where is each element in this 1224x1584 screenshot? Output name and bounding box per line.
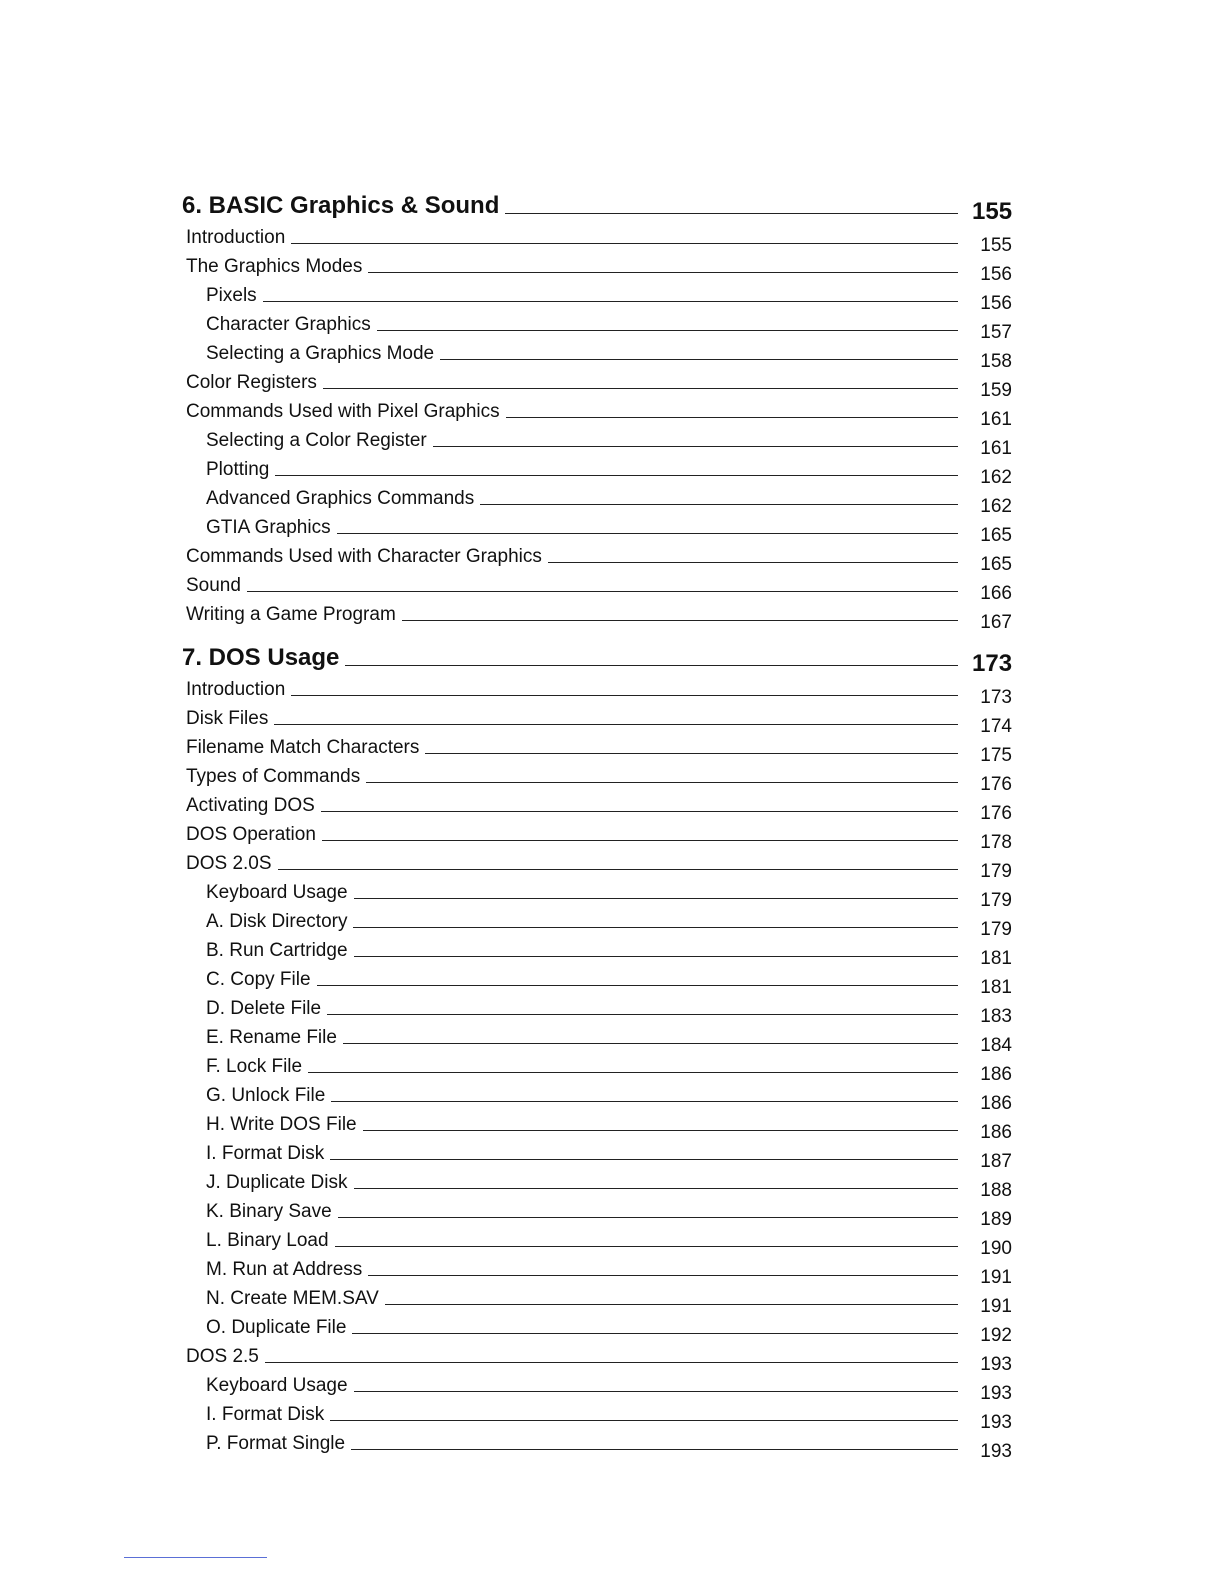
toc-entry-title: Character Graphics (206, 314, 371, 335)
toc-leader-line (291, 243, 958, 244)
toc-page-number: 179 (980, 890, 1012, 911)
toc-page-number: 179 (980, 861, 1012, 882)
toc-entry (182, 1020, 1012, 1056)
toc-entry (182, 672, 1012, 708)
toc-page-number: 165 (980, 525, 1012, 546)
toc-page-number: 191 (980, 1267, 1012, 1288)
toc-page-number: 174 (980, 716, 1012, 737)
toc-entry (182, 1136, 1012, 1172)
toc-page-number: 193 (980, 1441, 1012, 1462)
toc-leader-line (353, 927, 958, 928)
toc-leader-line (321, 811, 958, 812)
toc-entry (182, 991, 1012, 1027)
toc-page-number: 176 (980, 803, 1012, 824)
toc-entry (182, 307, 1012, 343)
toc-page-number: 188 (980, 1180, 1012, 1201)
toc-entry (182, 394, 1012, 430)
toc-entry-title: Selecting a Graphics Mode (206, 343, 435, 364)
toc-page-number: 191 (980, 1296, 1012, 1317)
toc-entry-title: The Graphics Modes (186, 256, 363, 277)
toc-entry-title: D. Delete File (206, 998, 322, 1019)
toc-entry-title: H. Write DOS File (206, 1114, 357, 1135)
toc-entry (182, 510, 1012, 546)
toc-entry (182, 1165, 1012, 1201)
toc-leader-line (505, 213, 958, 214)
toc-page-number: 173 (972, 650, 1013, 677)
toc-leader-line (368, 1275, 958, 1276)
toc-entry (182, 423, 1012, 459)
toc-page-number: 193 (980, 1383, 1012, 1404)
toc-entry (182, 1049, 1012, 1085)
toc-entry (182, 1194, 1012, 1230)
toc-entry-title: N. Create MEM.SAV (206, 1288, 379, 1309)
toc-leader-line (345, 665, 958, 666)
toc-entry-title: B. Run Cartridge (206, 940, 348, 961)
toc-leader-line (506, 417, 958, 418)
toc-entry-title: Activating DOS (186, 795, 315, 816)
toc-leader-line (335, 1246, 958, 1247)
toc-page-number: 183 (980, 1006, 1012, 1027)
toc-entry (182, 701, 1012, 737)
toc-entry (182, 817, 1012, 853)
toc-leader-line (331, 1101, 958, 1102)
toc-leader-line (368, 272, 958, 273)
toc-page-number: 162 (980, 496, 1012, 517)
toc-entry-title: 6. BASIC Graphics & Sound (182, 192, 500, 219)
toc-page-number: 186 (980, 1093, 1012, 1114)
toc-leader-line (322, 840, 958, 841)
toc-leader-line (363, 1130, 958, 1131)
toc-leader-line (330, 1159, 958, 1160)
toc-entry (182, 452, 1012, 488)
toc-page-number: 157 (980, 322, 1012, 343)
toc-page-number: 186 (980, 1122, 1012, 1143)
toc-entry (182, 904, 1012, 940)
toc-entry-title: Types of Commands (186, 766, 361, 787)
toc-page-number: 190 (980, 1238, 1012, 1259)
toc-chapter-entry (182, 180, 1013, 225)
toc-entry (182, 962, 1012, 998)
toc-page-number: 192 (980, 1325, 1012, 1346)
toc-entry-title: Introduction (186, 679, 286, 700)
toc-page-number: 193 (980, 1412, 1012, 1433)
toc-entry-title: Pixels (206, 285, 257, 306)
toc-page-number: 161 (980, 438, 1012, 459)
toc-leader-line (323, 388, 958, 389)
toc-entry (182, 568, 1012, 604)
toc-leader-line (247, 591, 958, 592)
toc-entry-title: J. Duplicate Disk (206, 1172, 348, 1193)
toc-leader-line (265, 1362, 958, 1363)
toc-leader-line (317, 985, 958, 986)
toc-leader-line (343, 1043, 958, 1044)
toc-leader-line (440, 359, 958, 360)
toc-leader-line (354, 956, 958, 957)
toc-leader-line (352, 1333, 958, 1334)
toc-entry (182, 481, 1012, 517)
toc-leader-line (308, 1072, 958, 1073)
toc-leader-line (291, 695, 958, 696)
toc-entry-title: G. Unlock File (206, 1085, 326, 1106)
toc-entry (182, 1223, 1012, 1259)
toc-entry (182, 1107, 1012, 1143)
toc-entry (182, 1252, 1012, 1288)
toc-page-number: 162 (980, 467, 1012, 488)
toc-entry-title: P. Format Single (206, 1433, 346, 1454)
toc-entry-title: Writing a Game Program (186, 604, 396, 625)
toc-leader-line (480, 504, 958, 505)
toc-page-number: 178 (980, 832, 1012, 853)
toc-entry-title: M. Run at Address (206, 1259, 363, 1280)
toc-page-number: 158 (980, 351, 1012, 372)
toc-page-number: 181 (980, 977, 1012, 998)
toc-page-number: 156 (980, 293, 1012, 314)
toc-page-number: 179 (980, 919, 1012, 940)
toc-entry-title: DOS Operation (186, 824, 316, 845)
toc-entry-title: Plotting (206, 459, 270, 480)
toc-leader-line (385, 1304, 958, 1305)
toc-entry (182, 1310, 1012, 1346)
toc-page-number: 181 (980, 948, 1012, 969)
toc-leader-line (338, 1217, 958, 1218)
toc-entry (182, 1397, 1012, 1433)
toc-entry-title: O. Duplicate File (206, 1317, 347, 1338)
toc-leader-line (275, 475, 958, 476)
toc-entry (182, 788, 1012, 824)
toc-leader-line (354, 898, 958, 899)
toc-leader-line (278, 869, 958, 870)
toc-leader-line (433, 446, 958, 447)
toc-leader-line (337, 533, 958, 534)
toc-entry-title: I. Format Disk (206, 1143, 325, 1164)
toc-entry-title: Commands Used with Character Graphics (186, 546, 542, 567)
toc-leader-line (366, 782, 958, 783)
toc-entry-title: GTIA Graphics (206, 517, 331, 538)
toc-entry (182, 336, 1012, 372)
toc-entry-title: Keyboard Usage (206, 1375, 348, 1396)
toc-entry (182, 846, 1012, 882)
toc-page-number: 193 (980, 1354, 1012, 1375)
toc-leader-line (354, 1188, 959, 1189)
toc-entry (182, 1426, 1012, 1462)
toc-page-number: 184 (980, 1035, 1012, 1056)
toc-leader-line (274, 724, 958, 725)
table-of-contents (182, 180, 1013, 1462)
toc-entry (182, 1339, 1012, 1375)
toc-entry-title: Keyboard Usage (206, 882, 348, 903)
toc-entry-title: Sound (186, 575, 241, 596)
toc-entry (182, 278, 1012, 314)
toc-page-number: 166 (980, 583, 1012, 604)
toc-page-number: 159 (980, 380, 1012, 401)
toc-entry (182, 759, 1012, 795)
toc-leader-line (330, 1420, 958, 1421)
toc-page-number: 161 (980, 409, 1012, 430)
toc-entry-title: I. Format Disk (206, 1404, 325, 1425)
toc-entry-title: Introduction (186, 227, 286, 248)
toc-entry-title: Commands Used with Pixel Graphics (186, 401, 500, 422)
toc-entry-title: Disk Files (186, 708, 269, 729)
toc-entry-title: E. Rename File (206, 1027, 337, 1048)
toc-page-number: 175 (980, 745, 1012, 766)
toc-entry-title: F. Lock File (206, 1056, 303, 1077)
toc-entry-title: Filename Match Characters (186, 737, 420, 758)
toc-page-number: 187 (980, 1151, 1012, 1172)
toc-entry-title: K. Binary Save (206, 1201, 332, 1222)
toc-entry (182, 730, 1012, 766)
toc-entry-title: L. Binary Load (206, 1230, 329, 1251)
toc-entry (182, 249, 1012, 285)
toc-page-number: 155 (972, 198, 1013, 225)
toc-leader-line (402, 620, 958, 621)
toc-leader-line (425, 753, 958, 754)
toc-page-number: 156 (980, 264, 1012, 285)
toc-entry (182, 875, 1012, 911)
toc-page-number: 176 (980, 774, 1012, 795)
toc-page-number: 155 (980, 235, 1012, 256)
toc-leader-line (354, 1391, 958, 1392)
toc-entry (182, 1078, 1012, 1114)
toc-entry (182, 539, 1012, 575)
toc-entry-title: DOS 2.0S (186, 853, 272, 874)
toc-leader-line (263, 301, 958, 302)
toc-entry-title: A. Disk Directory (206, 911, 348, 932)
toc-entry-title: 7. DOS Usage (182, 644, 340, 671)
toc-leader-line (351, 1449, 958, 1450)
toc-leader-line (548, 562, 958, 563)
toc-entry (182, 365, 1012, 401)
toc-entry (182, 933, 1012, 969)
toc-chapter-entry (182, 632, 1013, 677)
footnote-rule (124, 1557, 267, 1558)
toc-entry (182, 220, 1012, 256)
toc-page-number: 186 (980, 1064, 1012, 1085)
toc-page-number: 167 (980, 612, 1012, 633)
toc-entry (182, 1368, 1012, 1404)
toc-entry-title: Advanced Graphics Commands (206, 488, 475, 509)
toc-entry-title: C. Copy File (206, 969, 311, 990)
toc-page-number: 165 (980, 554, 1012, 575)
toc-entry-title: Color Registers (186, 372, 317, 393)
toc-entry (182, 597, 1012, 633)
toc-leader-line (377, 330, 958, 331)
toc-entry-title: DOS 2.5 (186, 1346, 259, 1367)
toc-page-number: 173 (980, 687, 1012, 708)
toc-entry-title: Selecting a Color Register (206, 430, 427, 451)
toc-leader-line (327, 1014, 958, 1015)
toc-entry (182, 1281, 1012, 1317)
toc-page-number: 189 (980, 1209, 1012, 1230)
